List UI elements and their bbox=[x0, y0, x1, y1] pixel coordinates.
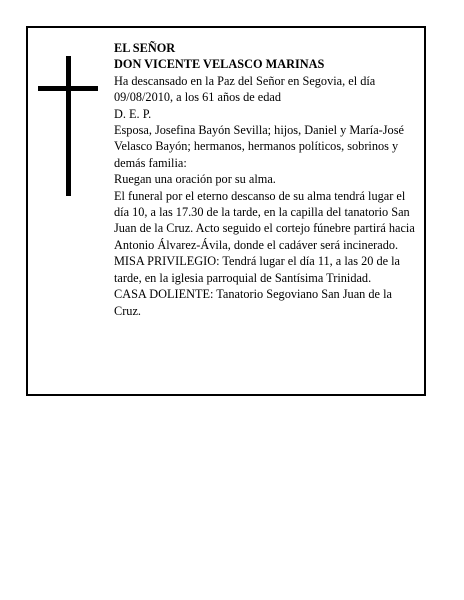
mourning-house: CASA DOLIENTE: Tanatorio Segoviano San Juan de la Cruz. bbox=[114, 287, 392, 318]
obituary-notice bbox=[26, 26, 426, 396]
cross-icon bbox=[38, 56, 98, 196]
title-line-1: EL SEÑOR bbox=[114, 41, 176, 55]
family-list: Esposa, Josefina Bayón Sevilla; hijos, Daniel y María-José Velasco Bayón; hermanos, hermanos políticos, sobrinos y demás familia: bbox=[114, 123, 404, 170]
funeral-details: El funeral por el eterno descanso de su alma tendrá lugar el día 10, a las 17.30 de la tarde, en la capilla del tanatorio San Juan de la Cruz. Acto seguido el cortejo fúnebre partirá hacia Antonio Álvarez-Ávila, donde el cadáver será incinerado. MISA PRIVILEGIO: Tendrá lugar el día 11, a las 20 de la tarde, en la iglesia parroquial de Santísima Trinidad. bbox=[114, 188, 415, 285]
notice-body bbox=[114, 40, 416, 319]
rest-statement: Ha descansado en la Paz del Señor en Segovia, el día 09/08/2010, a los 61 años de edad bbox=[114, 73, 376, 105]
prayer-request: Ruegan una oración por su alma. bbox=[114, 172, 276, 187]
cross-horizontal-bar bbox=[38, 86, 98, 91]
deceased-name: DON VICENTE VELASCO MARINAS bbox=[114, 57, 325, 72]
dep-abbreviation: D. E. P. bbox=[114, 106, 152, 121]
cross-vertical-bar bbox=[66, 56, 71, 196]
